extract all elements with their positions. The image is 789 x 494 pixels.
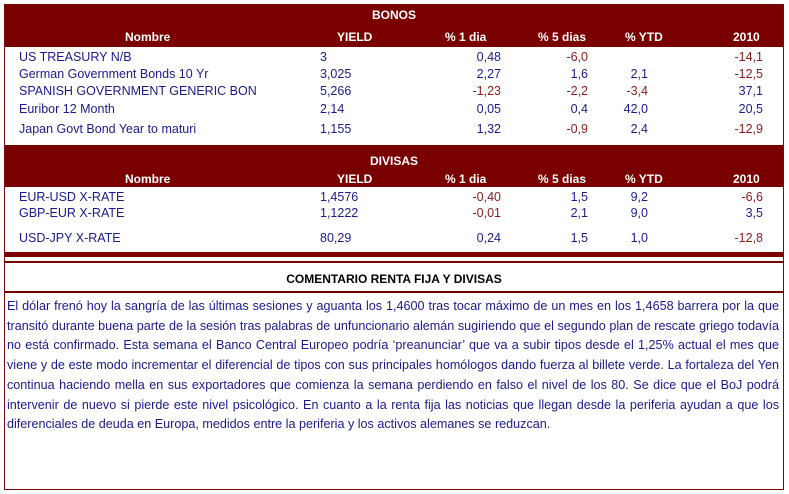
bonos-title: BONOS [371, 8, 416, 22]
cell-d1: 0,05 [476, 102, 501, 116]
cell-name: US TREASURY N/B [19, 50, 132, 64]
table-row [5, 49, 783, 65]
header-1dia: % 1 dia [445, 172, 487, 186]
divisas-title-bar [5, 151, 783, 171]
comentario-title: COMENTARIO RENTA FIJA Y DIVISAS [5, 261, 783, 293]
divisas-header-row [5, 171, 783, 187]
cell-d1: -1,23 [472, 84, 501, 98]
cell-d1: 2,27 [476, 67, 501, 81]
cell-d5: -0,9 [566, 122, 588, 136]
cell-name: USD-JPY X-RATE [19, 231, 121, 245]
cell-yield: 1,4576 [320, 190, 359, 204]
table-row [5, 205, 783, 221]
table-row [5, 83, 783, 99]
cell-d5: -2,2 [566, 84, 588, 98]
bonos-title-bar [5, 5, 783, 31]
comentario-body: El dólar frenó hoy la sangría de las últimas sesiones y aguanta los 1,4600 tras tocar máximo de un mes en los 1,4658 barrera por la que transitó durante buena parte de la sesión tras palabras de unfuncionario alemán sugiriendo que el segundo plan de rescate griego todavía no está confirmado. Esta semana el Banco Central Europeo podría ‘preanunciar’ que va a subir tipos desde el 1,25% actual el mes que viene y de este modo incrementar el diferencial de tipos con sus principales homólogos dando fuerza al billete verde. La fortaleza del Yen continua haciendo mella en sus exportadores que comienza la semana perdiendo en falso el nivel de los 80. Se dice que el BoJ podrá intervenir de nuevo si pierde este nivel psicológico. En cuanto a la renta fija las noticias que llegan desde la periferia ayudan a que los diferenciales de deuda en Europa, medidos entre la periferia y los activos alemanes se reduzcan. [7, 299, 779, 432]
cell-yield: 80,29 [320, 231, 352, 245]
cell-d5: 0,4 [570, 102, 588, 116]
divisas-title: DIVISAS [369, 154, 418, 168]
header-ytd: % YTD [625, 172, 663, 186]
cell-yield: 3,025 [320, 67, 352, 81]
cell-d1: -0,40 [472, 190, 501, 204]
cell-y2010: -12,8 [734, 231, 763, 245]
table-row [5, 230, 783, 246]
cell-d1: 0,24 [476, 231, 501, 245]
header-2010: 2010 [733, 172, 760, 186]
cell-name: SPANISH GOVERNMENT GENERIC BON [19, 84, 257, 98]
table-row [5, 189, 783, 205]
cell-d5: -6,0 [566, 50, 588, 64]
header-nombre: Nombre [125, 172, 171, 186]
header-yield: YIELD [337, 172, 373, 186]
cell-d5: 1,6 [570, 67, 588, 81]
table-row [5, 121, 783, 137]
cell-ytd: 9,2 [630, 190, 648, 204]
cell-name: Euribor 12 Month [19, 102, 115, 116]
cell-d5: 1,5 [570, 190, 588, 204]
table-row [5, 101, 783, 117]
cell-name: EUR-USD X-RATE [19, 190, 125, 204]
cell-ytd: 2,4 [630, 122, 648, 136]
cell-name: Japan Govt Bond Year to maturi [19, 122, 197, 136]
header-ytd: % YTD [625, 30, 663, 44]
header-5dias: % 5 dias [538, 30, 587, 44]
cell-yield: 3 [320, 50, 327, 64]
cell-yield: 1,1222 [320, 206, 359, 220]
cell-ytd: 1,0 [630, 231, 648, 245]
cell-yield: 1,155 [320, 122, 352, 136]
header-5dias: % 5 dias [538, 172, 587, 186]
header-1dia: % 1 dia [445, 30, 487, 44]
cell-name: GBP-EUR X-RATE [19, 206, 125, 220]
cell-ytd: 42,0 [623, 102, 648, 116]
cell-y2010: 20,5 [738, 102, 763, 116]
header-yield: YIELD [337, 30, 373, 44]
cell-d1: 1,32 [476, 122, 501, 136]
table-row [5, 66, 783, 82]
bonos-header-row [5, 31, 783, 47]
cell-y2010: -12,5 [734, 67, 763, 81]
market-report [4, 4, 784, 490]
cell-y2010: -6,6 [741, 190, 763, 204]
cell-d1: -0,01 [472, 206, 501, 220]
cell-ytd: -3,4 [626, 84, 648, 98]
cell-y2010: -12,9 [734, 122, 763, 136]
cell-d5: 1,5 [570, 231, 588, 245]
cell-d1: 0,48 [476, 50, 501, 64]
header-nombre: Nombre [125, 30, 171, 44]
header-2010: 2010 [733, 30, 760, 44]
cell-yield: 2,14 [320, 102, 345, 116]
cell-d5: 2,1 [570, 206, 588, 220]
cell-y2010: -14,1 [734, 50, 763, 64]
cell-y2010: 37,1 [738, 84, 763, 98]
cell-ytd: 2,1 [630, 67, 648, 81]
section-divider [5, 252, 783, 257]
cell-name: German Government Bonds 10 Yr [19, 67, 209, 81]
cell-yield: 5,266 [320, 84, 352, 98]
cell-ytd: 9,0 [630, 206, 648, 220]
cell-y2010: 3,5 [745, 206, 763, 220]
